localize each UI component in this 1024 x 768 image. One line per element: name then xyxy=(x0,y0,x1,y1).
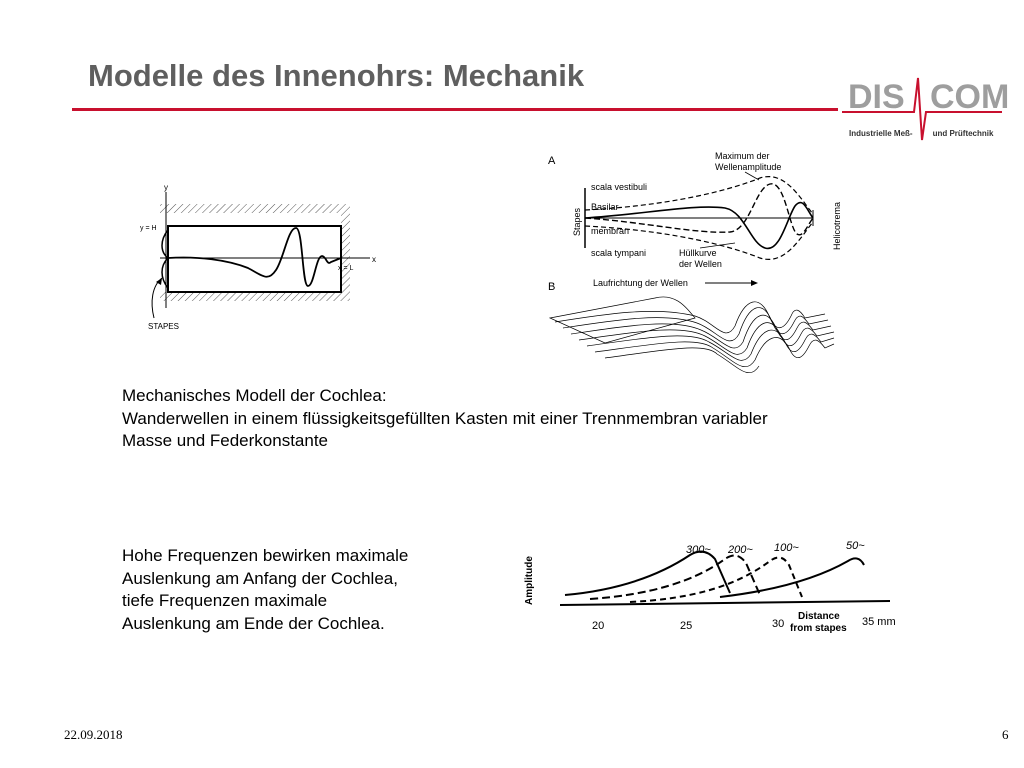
label-wave-direction: Laufrichtung der Wellen xyxy=(593,278,688,288)
label-stapes-vertical: Stapes xyxy=(572,207,582,236)
model-line-2: Wanderwellen in einem flüssigkeitsgefüllten Kasten mit einer Trennmembran variabler xyxy=(122,408,768,428)
axis-label-amplitude: Amplitude xyxy=(524,556,535,605)
label-helicotrema: Helicotrema xyxy=(832,201,842,250)
curve-label-300: 300~ xyxy=(686,544,711,556)
label-basilar-line1: Basilar- xyxy=(591,202,622,212)
x-tick-30: 30 xyxy=(772,618,785,630)
label-maximum-line1: Maximum der xyxy=(715,151,770,161)
model-line-3: Masse und Federkonstante xyxy=(122,431,329,450)
slide-title: Modelle des Innenohrs: Mechanik xyxy=(88,58,585,93)
curve-200 xyxy=(590,556,760,599)
curve-300 xyxy=(565,552,730,595)
logo-subtitle-left: Industrielle Meß- xyxy=(849,129,913,138)
top-wall xyxy=(160,204,350,213)
wave-3d-surface xyxy=(550,297,834,373)
label-basilar-line2: membran xyxy=(591,226,630,236)
curve-label-100: 100~ xyxy=(774,542,799,554)
panel-label-b: B xyxy=(548,281,556,293)
freq-line-1: Hohe Frequenzen bewirken maximale xyxy=(122,546,409,565)
end-wall xyxy=(341,213,350,292)
curve-label-50: 50~ xyxy=(846,540,865,552)
axis-label-distance-line2: from stapes xyxy=(790,623,847,634)
freq-line-4: Auslenkung am Ende der Cochlea. xyxy=(122,613,385,633)
label-huellkurve-line2: der Wellen xyxy=(679,259,722,269)
label-scala-tympani: scala tympani xyxy=(591,248,647,258)
freq-line-2: Auslenkung am Anfang der Cochlea, xyxy=(122,568,398,588)
axis-label-distance-line1: Distance xyxy=(798,611,840,622)
model-description xyxy=(122,385,768,453)
label-huellkurve-line1: Hüllkurve xyxy=(679,248,717,258)
label-scala-vestibuli: scala vestibuli xyxy=(591,182,648,192)
max-pointer xyxy=(745,172,759,180)
page-number: 6 xyxy=(1002,727,1009,742)
x-tick-20: 20 xyxy=(592,620,605,632)
logo-subtitle-right: und Prüftechnik xyxy=(932,129,994,138)
logo-text-right: COM xyxy=(930,78,1010,116)
x-tick-35: 35 mm xyxy=(862,616,896,628)
cochlea-box-model-figure xyxy=(138,178,388,336)
title-divider xyxy=(72,108,838,111)
label-stapes: STAPES xyxy=(148,322,179,331)
x-tick-25: 25 xyxy=(680,620,693,632)
direction-arrow-head xyxy=(751,280,758,286)
fluid-box xyxy=(168,226,341,292)
axis-label-x: x xyxy=(372,255,376,264)
logo-text-left: DIS xyxy=(848,78,905,116)
travelling-wave-figure xyxy=(545,148,842,388)
logo-subtitle xyxy=(849,129,993,138)
amplitude-distance-figure xyxy=(510,535,900,640)
curve-label-200: 200~ xyxy=(728,544,753,556)
travelling-wave-curve xyxy=(168,228,341,286)
distance-axis xyxy=(560,601,890,605)
footer-date: 22.09.2018 xyxy=(64,727,123,742)
label-x-equals-l: x = L xyxy=(338,265,354,272)
panel-label-a: A xyxy=(548,155,556,167)
freq-line-3: tiefe Frequenzen maximale xyxy=(122,591,328,610)
label-maximum-line2: Wellenamplitude xyxy=(715,162,782,172)
model-line-1: Mechanisches Modell der Cochlea: xyxy=(122,386,387,405)
axis-label-y: y xyxy=(164,183,168,192)
label-y-equals-h: y = H xyxy=(140,225,157,232)
bottom-wall xyxy=(160,292,350,301)
frequency-description xyxy=(122,545,408,635)
